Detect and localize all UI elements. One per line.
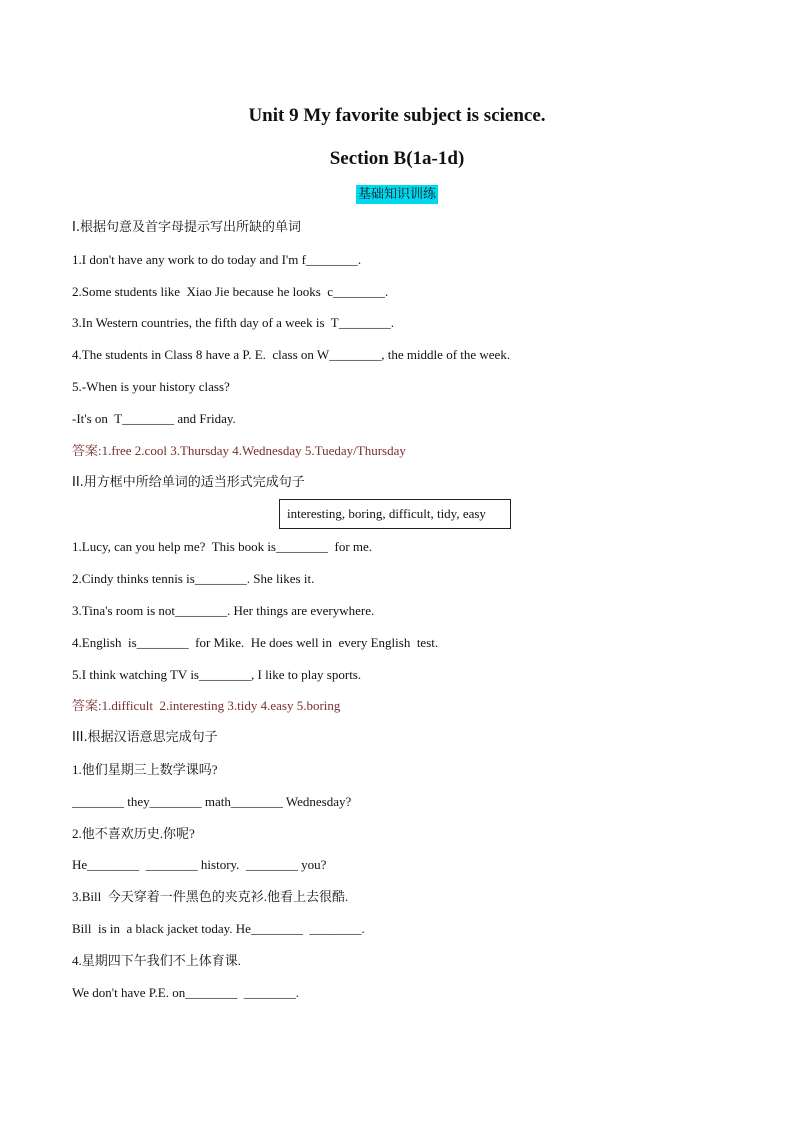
part1-item: 2.Some students like Xiao Jie because he looks c________. bbox=[72, 284, 389, 299]
part2-item: 1.Lucy, can you help me? This book is________ for me. bbox=[72, 539, 373, 554]
part3-item: 2.他不喜欢历史.你呢? bbox=[72, 826, 195, 841]
section-title: Section B(1a-1d) bbox=[329, 148, 465, 169]
part3-heading: III.根据汉语意思完成句子 bbox=[72, 730, 218, 745]
badge-wrap bbox=[0, 185, 794, 204]
part2-item: 4.English is________ for Mike. He does well in every English test. bbox=[72, 635, 439, 650]
word-box: interesting, boring, difficult, tidy, easy bbox=[279, 499, 511, 529]
part1-item: 3.In Western countries, the fifth day of a week is T________. bbox=[72, 315, 394, 330]
part1-answer: 答案:1.free 2.cool 3.Thursday 4.Wednesday 5.Tueday/Thursday bbox=[72, 443, 406, 458]
unit-title: Unit 9 My favorite subject is science. bbox=[248, 105, 546, 126]
part1-item: 1.I don't have any work to do today and I'm f________. bbox=[72, 252, 362, 267]
part1-heading: I.根据句意及首字母提示写出所缺的单词 bbox=[72, 220, 301, 235]
part2-item: 5.I think watching TV is________, I like to play sports. bbox=[72, 667, 362, 682]
basic-training-badge: 基础知识训练 bbox=[357, 187, 436, 202]
part3-item: Bill is in a black jacket today. He________ ________. bbox=[72, 921, 365, 936]
part3-item: 4.星期四下午我们不上体育课. bbox=[72, 953, 242, 968]
part1-item: 5.-When is your history class? bbox=[72, 379, 230, 394]
part3-item: He________ ________ history. ________ you? bbox=[72, 857, 327, 872]
part3-item: 1.他们星期三上数学课吗? bbox=[72, 762, 218, 777]
part3-item: ________ they________ math________ Wednesday? bbox=[72, 794, 352, 809]
part2-item: 3.Tina's room is not________. Her things are everywhere. bbox=[72, 603, 375, 618]
part2-item: 2.Cindy thinks tennis is________. She likes it. bbox=[72, 571, 315, 586]
part1-item: -It's on T________ and Friday. bbox=[72, 411, 236, 426]
part2-heading: II.用方框中所给单词的适当形式完成句子 bbox=[72, 475, 305, 490]
part3-item: We don't have P.E. on________ ________. bbox=[72, 985, 299, 1000]
part1-item: 4.The students in Class 8 have a P. E. class on W________, the middle of the week. bbox=[72, 347, 511, 362]
part3-item: 3.Bill 今天穿着一件黑色的夹克衫.他看上去很酷. bbox=[72, 889, 349, 904]
part2-answer: 答案:1.difficult 2.interesting 3.tidy 4.easy 5.boring bbox=[72, 698, 341, 713]
